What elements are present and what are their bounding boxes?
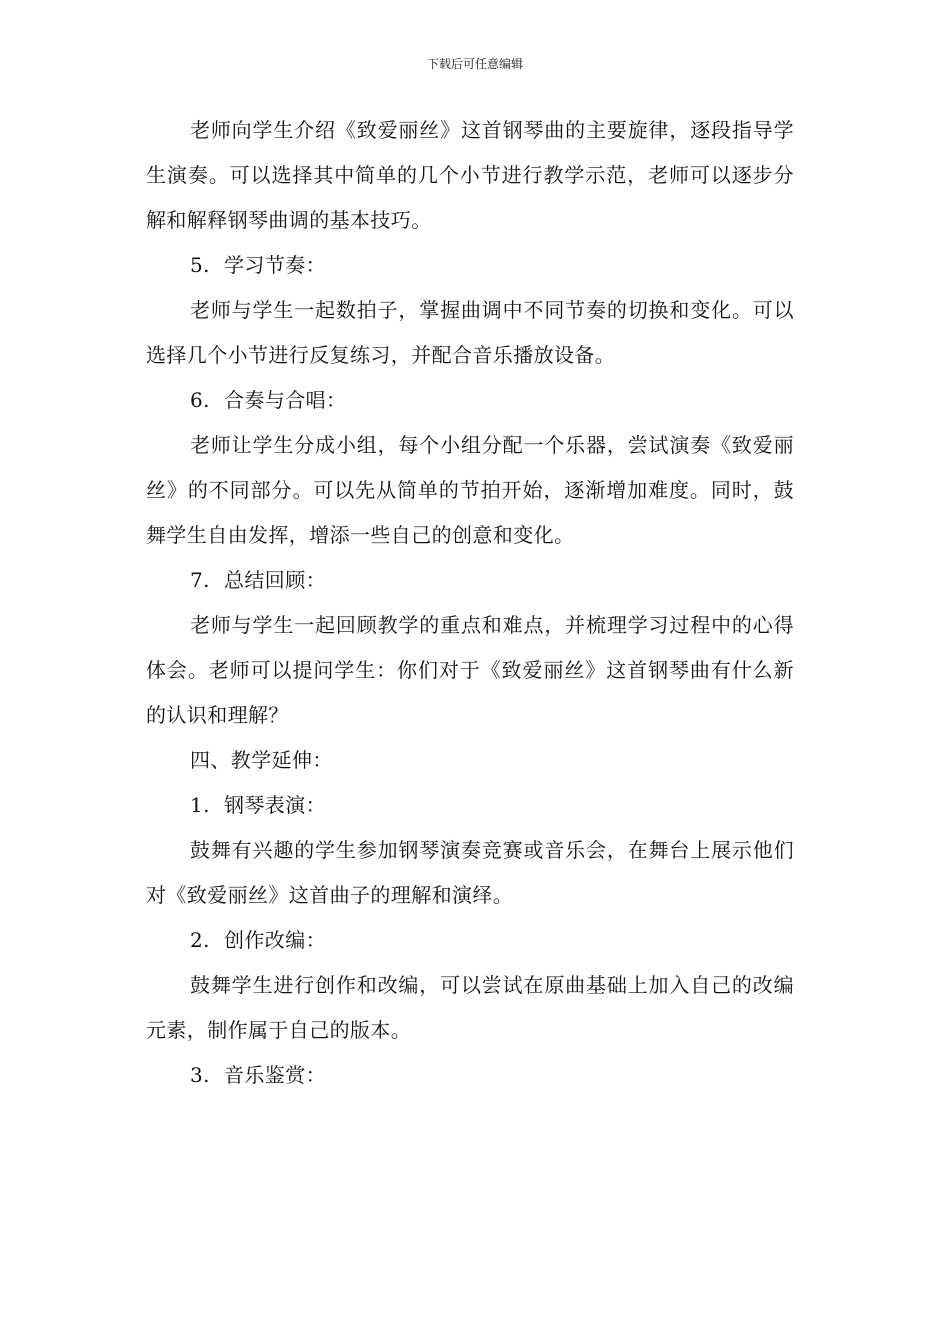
heading-number: 5. [190,253,210,277]
heading-text: 音乐鉴赏： [224,1063,326,1087]
heading-number: 7. [190,568,210,592]
section-heading [146,783,794,828]
section-heading [146,378,794,423]
heading-number: 2. [190,928,210,952]
heading-text: 创作改编： [224,928,326,952]
heading-text: 四、教学延伸： [190,748,333,772]
heading-number: 1. [190,793,210,817]
heading-text: 合奏与合唱： [224,388,347,412]
section-heading [146,558,794,603]
paragraph: 鼓舞有兴趣的学生参加钢琴演奏竞赛或音乐会，在舞台上展示他们对《致爱丽丝》这首曲子的理解和演绎。 [146,838,794,907]
section-heading [146,243,794,288]
heading-number: 6. [190,388,210,412]
paragraph: 老师与学生一起数拍子，掌握曲调中不同节奏的切换和变化。可以选择几个小节进行反复练习，并配合音乐播放设备。 [146,298,794,367]
page-header: 下载后可任意编辑 [426,57,523,71]
document-body [146,108,794,1098]
paragraph: 鼓舞学生进行创作和改编，可以尝试在原曲基础上加入自己的改编元素，制作属于自己的版本。 [146,973,794,1042]
section-heading [146,1053,794,1098]
paragraph: 老师向学生介绍《致爱丽丝》这首钢琴曲的主要旋律，逐段指导学生演奏。可以选择其中简单的几个小节进行教学示范，老师可以逐步分解和解释钢琴曲调的基本技巧。 [146,118,794,232]
heading-text: 钢琴表演： [224,793,326,817]
heading-text: 总结回顾： [224,568,326,592]
section-heading [146,918,794,963]
heading-text: 学习节奏： [224,253,326,277]
section-heading [146,738,794,783]
paragraph: 老师与学生一起回顾教学的重点和难点，并梳理学习过程中的心得体会。老师可以提问学生：你们对于《致爱丽丝》这首钢琴曲有什么新的认识和理解？ [146,613,794,727]
paragraph: 老师让学生分成小组，每个小组分配一个乐器，尝试演奏《致爱丽丝》的不同部分。可以先从简单的节拍开始，逐渐增加难度。同时，鼓舞学生自由发挥，增添一些自己的创意和变化。 [146,433,794,547]
heading-number: 3. [190,1063,210,1087]
